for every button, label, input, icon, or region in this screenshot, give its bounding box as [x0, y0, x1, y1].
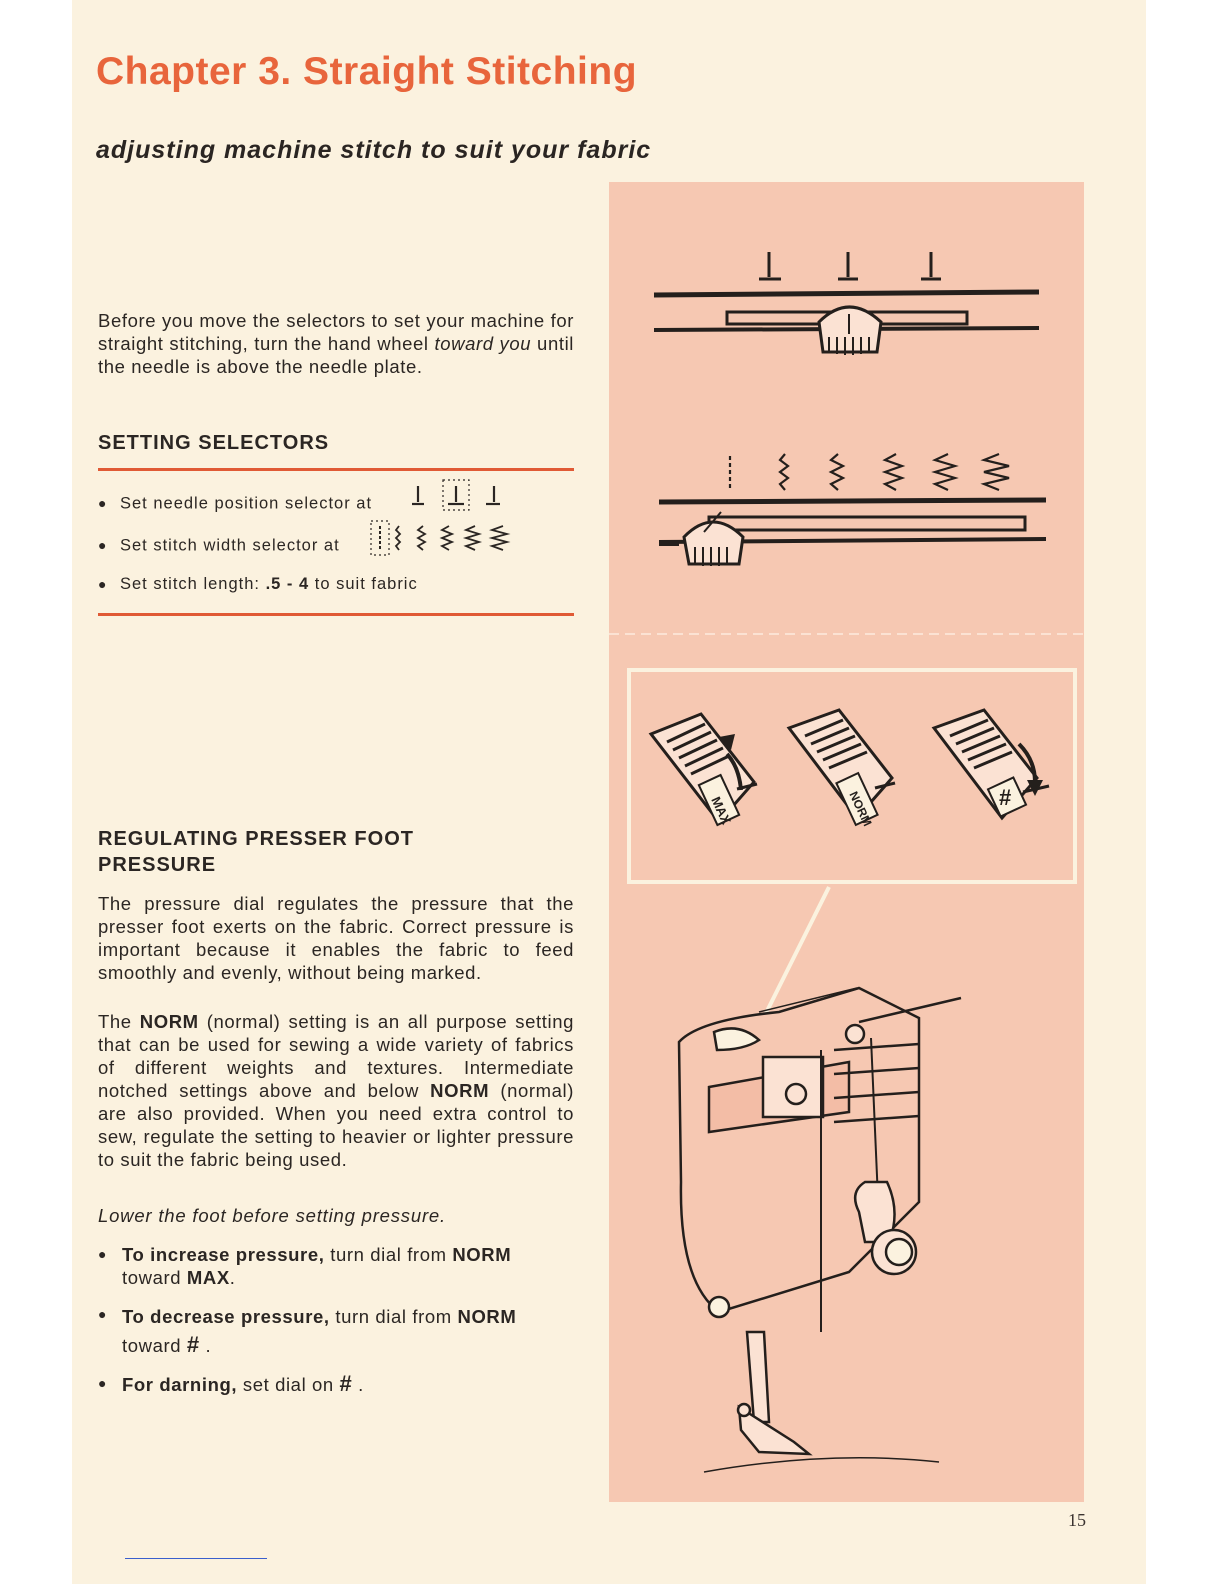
bullet-dot: ●	[98, 576, 108, 592]
footer-link-underline[interactable]	[125, 1558, 267, 1559]
dial-norm	[789, 710, 895, 828]
dial-darn-label: #	[999, 785, 1012, 810]
decrease-pressure-item	[98, 1303, 576, 1360]
lower-foot-note: Lower the foot before setting pressure.	[98, 1205, 446, 1226]
increase-max: MAX	[186, 1267, 230, 1288]
bullet-dot: ●	[98, 1246, 108, 1262]
stitch-width-bullet	[98, 535, 574, 557]
decrease-toward: toward	[122, 1335, 187, 1356]
stitch-width-icon	[369, 519, 519, 557]
page-number: 15	[1068, 1510, 1086, 1530]
needle-position-text: Set needle position selector at	[120, 494, 373, 513]
machine-illustration	[609, 182, 1084, 1502]
pressure-paragraph-2	[98, 1010, 574, 1171]
intro-before: Before you move the selectors to set your machine for straight stitching, turn the hand wheel	[98, 310, 574, 354]
para2-norm-2: NORM	[430, 1080, 490, 1101]
bullet-dot: ●	[98, 1306, 108, 1322]
chapter-title: Chapter 3. Straight Stitching	[96, 50, 638, 93]
pressure-heading-line2: PRESSURE	[98, 854, 217, 876]
increase-mid: turn dial from	[324, 1244, 453, 1265]
dial-norm-label: NORM	[846, 789, 875, 829]
pressure-heading	[98, 826, 414, 878]
pressure-heading-line1: REGULATING PRESSER FOOT	[98, 828, 414, 850]
pressure-paragraph-1: The pressure dial regulates the pressure that the presser foot exerts on the fabric. Correct pressure is important because it enables the fabric to feed smoothly and evenly, without being marked.	[98, 893, 574, 983]
decrease-darn-symbol: #	[186, 1332, 200, 1357]
illustration-panel	[609, 182, 1084, 1502]
para2-b: (normal) setting is an all purpose setting that can be used for sewing a wide variety of fabrics of different weights and textures. Intermediate notched settings above and below	[98, 1011, 575, 1101]
para2-a: The	[98, 1011, 140, 1032]
stitch-length-value: .5 - 4	[265, 575, 310, 593]
needle-position-icon	[406, 478, 506, 514]
sewing-machine-head	[679, 988, 961, 1472]
increase-text: To increase pressure, turn dial from NORM toward MAX.	[122, 1244, 512, 1288]
dial-max-label: MAX	[708, 794, 735, 827]
darning-text: For darning, set dial on # .	[122, 1371, 364, 1396]
intro-emphasis: toward you	[434, 333, 532, 354]
dial-max	[651, 714, 757, 827]
stitch-length-prefix: Set stitch length:	[120, 575, 266, 593]
stitch-length-suffix: to suit fabric	[309, 575, 418, 593]
needle-position-symbols	[759, 252, 941, 279]
darning-mid: set dial on	[237, 1374, 340, 1395]
increase-bold: To increase pressure,	[122, 1244, 325, 1265]
intro-paragraph	[98, 309, 574, 378]
para2-norm-1: NORM	[139, 1011, 199, 1032]
setting-selectors-heading: SETTING SELECTORS	[98, 432, 330, 454]
decrease-mid: turn dial from	[329, 1306, 458, 1327]
intro-after: until the needle is above the needle plate.	[98, 333, 574, 377]
decrease-bold: To decrease pressure,	[122, 1306, 330, 1327]
stitch-width-text: Set stitch width selector at	[120, 536, 340, 555]
darning-item	[98, 1372, 576, 1396]
increase-norm: NORM	[452, 1244, 512, 1265]
darning-bold: For darning,	[122, 1374, 238, 1395]
bullet-dot: ●	[98, 1375, 108, 1391]
top-rule	[98, 468, 574, 471]
decrease-text: To decrease pressure, turn dial from NORM toward # .	[122, 1306, 517, 1357]
section-heading: adjusting machine stitch to suit your fabric	[96, 136, 652, 164]
stitch-width-symbols	[730, 454, 1009, 490]
bottom-rule	[98, 613, 574, 616]
increase-pressure-item	[98, 1243, 576, 1289]
para2-c: (normal) are also provided. When you need extra control to sew, regulate the setting to heavier or lighter pressure to suit the fabric being used.	[98, 1080, 574, 1170]
bullet-dot: ●	[98, 537, 108, 554]
decrease-norm: NORM	[457, 1306, 517, 1327]
needle-position-bullet	[98, 494, 574, 514]
dial-darn	[934, 710, 1049, 818]
darning-symbol: #	[339, 1371, 353, 1396]
increase-toward: toward	[122, 1267, 187, 1288]
bullet-dot: ●	[98, 495, 108, 512]
stitch-length-bullet	[98, 575, 574, 594]
